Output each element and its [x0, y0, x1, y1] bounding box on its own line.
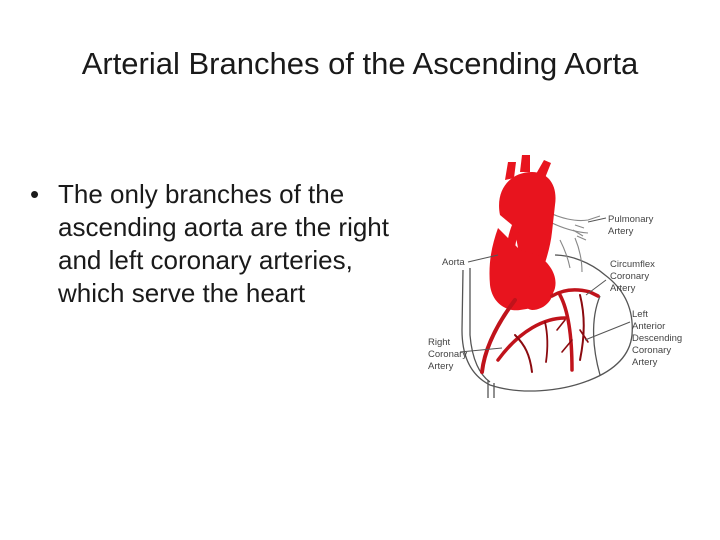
- bullet-text: The only branches of the ascending aorta are the right and left coronary arteries, which serve the heart: [58, 179, 389, 308]
- label-pulmonary-artery: Pulmonary Artery: [608, 214, 654, 237]
- lad-artery: [560, 295, 572, 370]
- aorta-vessel: [489, 155, 555, 310]
- slide-title: Arterial Branches of the Ascending Aorta: [81, 46, 639, 81]
- leader-circumflex: [586, 280, 606, 295]
- bullet-item: [30, 178, 400, 310]
- right-coronary-branch-2: [545, 322, 547, 362]
- bullet-list: [30, 178, 400, 310]
- arch-branch-2: [520, 155, 530, 172]
- right-coronary-lower: [498, 318, 565, 360]
- label-aorta: Aorta: [442, 257, 465, 268]
- bullet-marker: •: [30, 179, 40, 209]
- label-circumflex-artery: Circumflex Coronary Artery: [610, 259, 655, 294]
- label-right-coronary-artery: Right Coronary Artery: [428, 337, 468, 372]
- label-lad-artery: Left Anterior Descending Coronary Artery: [632, 309, 683, 368]
- lad-branch: [580, 295, 584, 360]
- leader-lad: [585, 322, 630, 340]
- heart-diagram: [400, 150, 710, 410]
